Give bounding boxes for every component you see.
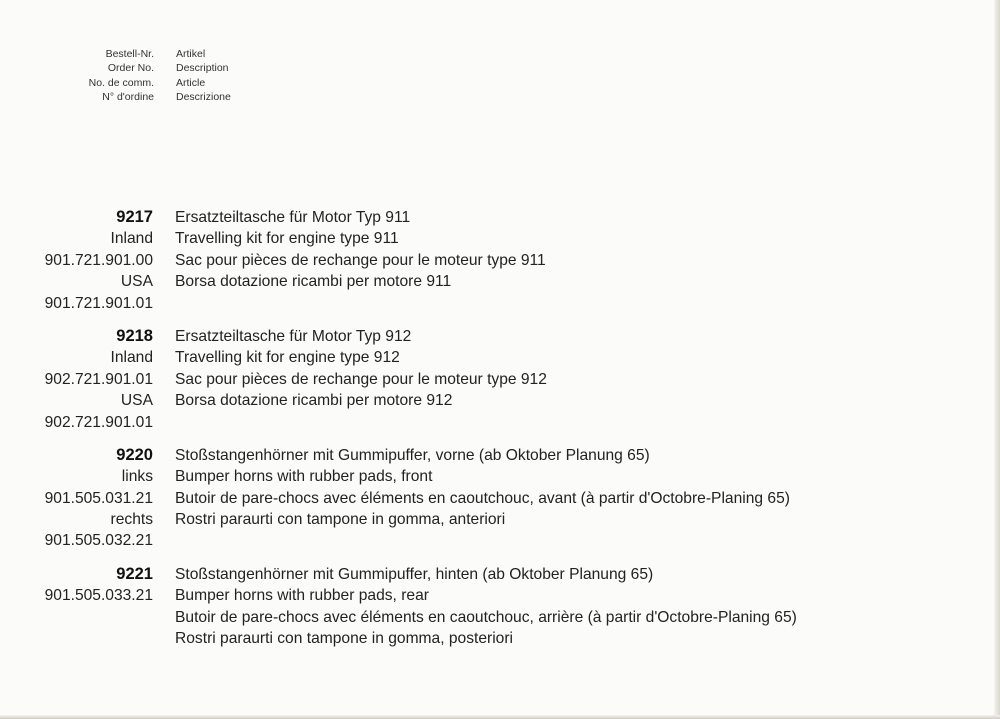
part-number: 9217 [116, 208, 153, 226]
part-code: 902.721.901.01 [44, 370, 153, 388]
header-label: Descrizione [176, 91, 231, 104]
part-description: Sac pour pièces de rechange pour le moteur type 912 [175, 370, 547, 388]
column-header-order-no [40, 47, 154, 105]
part-number: 9221 [116, 564, 153, 583]
part-entry [0, 207, 990, 314]
part-description: Travelling kit for engine type 912 [175, 349, 400, 367]
part-code: 901.505.033.21 [44, 587, 153, 605]
part-codes [0, 207, 153, 314]
part-entry [0, 564, 990, 650]
parts-list [0, 207, 990, 661]
part-description: Ersatzteiltasche für Motor Typ 912 [175, 327, 412, 345]
part-entry [0, 445, 990, 552]
part-descriptions [175, 207, 546, 314]
header-label: Order No. [107, 62, 154, 75]
part-number: 9220 [116, 445, 153, 464]
part-description: Bumper horns with rubber pads, rear [175, 587, 429, 605]
part-description: Sac pour pièces de rechange pour le moteur type 911 [175, 251, 546, 269]
header-label: N° d'ordine [102, 91, 154, 104]
part-description: Stoßstangenhörner mit Gummipuffer, hinten (ab Oktober Planung 65) [175, 565, 654, 583]
part-description: Bumper horns with rubber pads, front [175, 468, 433, 486]
part-entry [0, 326, 990, 433]
page-edge [994, 0, 1000, 719]
part-description: Travelling kit for engine type 911 [175, 230, 399, 248]
part-description: Rostri paraurti con tampone in gomma, posteriori [175, 630, 514, 648]
part-code: Inland [110, 230, 153, 248]
part-code: 901.505.031.21 [44, 489, 153, 507]
part-number: 9218 [116, 326, 153, 345]
part-codes [0, 445, 153, 552]
part-description: Rostri paraurti con tampone in gomma, anteriori [175, 511, 506, 529]
part-codes [0, 326, 153, 433]
header-label: Description [176, 62, 229, 75]
part-description: Borsa dotazione ricambi per motore 912 [175, 392, 453, 410]
part-codes [0, 564, 153, 650]
part-code: Inland [110, 349, 153, 367]
header-label: Artikel [176, 48, 206, 60]
part-descriptions [175, 445, 790, 552]
column-header-description [176, 47, 376, 105]
part-code: rechts [110, 511, 153, 529]
part-description: Butoir de pare-chocs avec éléments en caoutchouc, arrière (à partir d'Octobre-Planing 65) [175, 608, 797, 626]
part-description: Stoßstangenhörner mit Gummipuffer, vorne (ab Oktober Planung 65) [175, 446, 650, 464]
header-label: Article [176, 76, 206, 89]
part-code: 902.721.901.01 [44, 413, 153, 431]
part-code: links [121, 468, 153, 486]
part-code: 901.505.032.21 [44, 532, 153, 550]
part-descriptions [175, 326, 547, 433]
part-code: USA [120, 392, 153, 410]
part-code: 901.721.901.01 [44, 294, 153, 312]
header-label: No. de comm. [88, 76, 154, 89]
header-label: Bestell-Nr. [105, 48, 154, 60]
part-description: Butoir de pare-chocs avec éléments en caoutchouc, avant (à partir d'Octobre-Planing 65) [175, 489, 790, 507]
part-description: Borsa dotazione ricambi per motore 911 [175, 273, 452, 291]
part-code: 901.721.901.00 [44, 251, 153, 269]
page-edge [0, 715, 1000, 719]
part-description: Ersatzteiltasche für Motor Typ 911 [175, 209, 411, 226]
part-code: USA [120, 273, 153, 291]
part-descriptions [175, 564, 797, 650]
